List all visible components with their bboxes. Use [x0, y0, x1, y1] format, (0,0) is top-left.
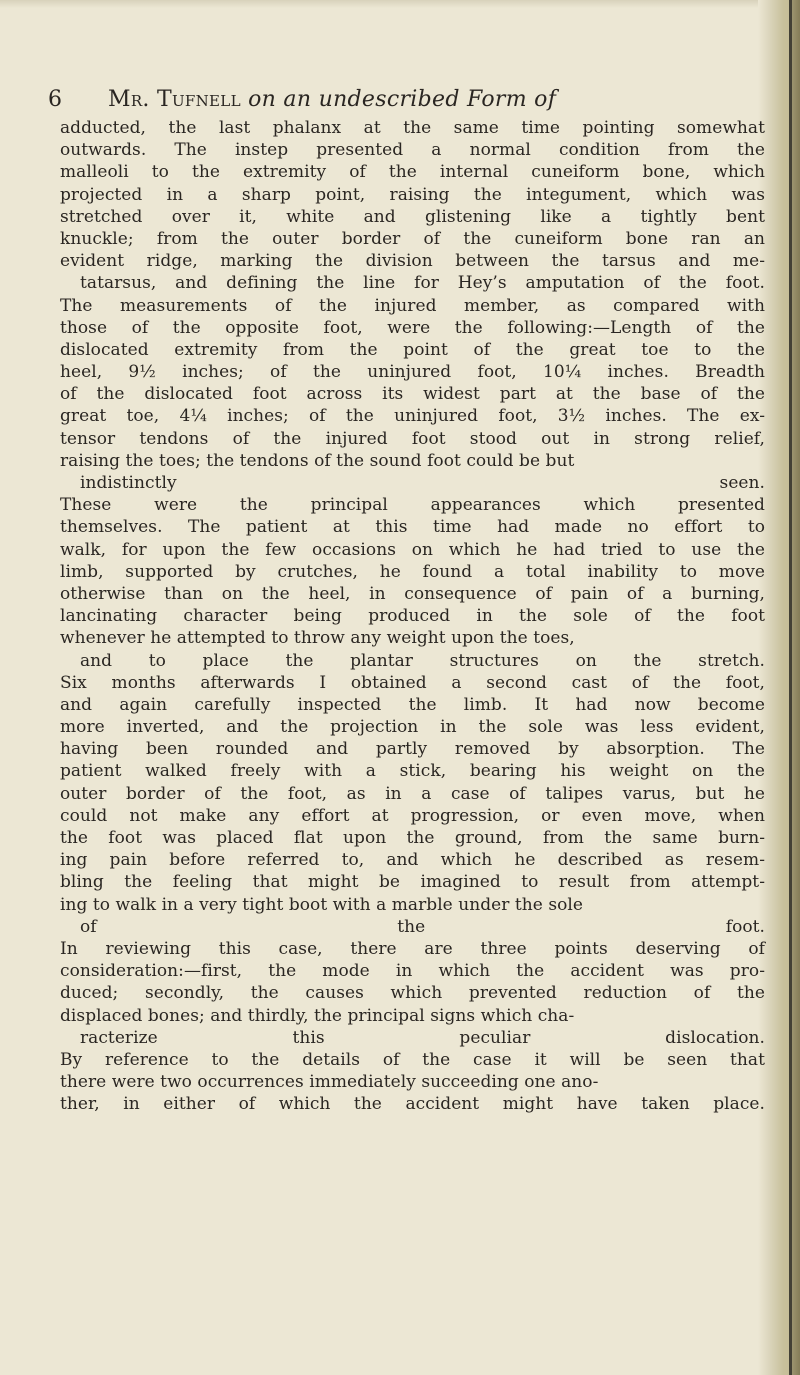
book-spine-edge: [792, 0, 800, 1375]
text-line: more inverted, and the projection in the sole was less evident,: [60, 717, 765, 738]
text-line: outer border of the foot, as in a case of talipes varus, but he: [60, 783, 765, 804]
text-line: outwards. The instep presented a normal condition from the: [60, 140, 765, 161]
text-line: tensor tendons of the injured foot stood out in strong relief,: [60, 428, 765, 449]
text-line: raising the toes; the tendons of the sound foot could be but: [60, 450, 575, 471]
body-text: [60, 117, 765, 1115]
text-line: patient walked freely with a stick, bearing his weight on the: [60, 761, 765, 782]
text-line: The measurements of the injured member, as compared with: [60, 295, 765, 316]
text-line: Six months afterwards I obtained a second cast of the foot,: [60, 672, 765, 693]
text-line: racterize this peculiar dislocation.: [80, 1027, 765, 1048]
text-line: walk, for upon the few occasions on which he had tried to use the: [60, 539, 765, 560]
text-line: of the dislocated foot across its widest part at the base of the: [60, 384, 765, 405]
text-line: adducted, the last phalanx at the same time pointing somewhat: [60, 118, 765, 138]
text-line: otherwise than on the heel, in consequence of pain of a burning,: [60, 583, 765, 604]
text-line: In reviewing this case, there are three points deserving of: [60, 938, 765, 959]
text-line: By reference to the details of the case it will be seen that: [60, 1049, 765, 1070]
text-line: These were the principal appearances which presented: [60, 495, 765, 516]
text-line: ther, in either of which the accident might have taken place.: [60, 1094, 765, 1115]
text-line: those of the opposite foot, were the following:—Length of the: [60, 317, 765, 338]
text-line: duced; secondly, the causes which prevented reduction of the: [60, 983, 765, 1004]
text-line: of the foot.: [80, 916, 765, 937]
text-line: ing to walk in a very tight boot with a marble under the sole: [60, 894, 584, 915]
running-title: [108, 83, 556, 117]
text-line: bling the feeling that might be imagined to result from attempt-: [60, 872, 765, 893]
text-line: tatarsus, and defining the line for Hey’s amputation of the foot.: [80, 273, 765, 294]
text-line: and again carefully inspected the limb. It had now become: [60, 694, 765, 715]
text-line: and to place the plantar structures on the stretch.: [80, 650, 765, 671]
page-top-edge: [0, 0, 800, 8]
text-line: consideration:—first, the mode in which the accident was pro-: [60, 961, 765, 982]
running-title-subject: on an undescribed Form of: [240, 87, 557, 112]
running-title-author: Mr. Tufnell: [108, 87, 241, 112]
text-line: lancinating character being produced in the sole of the foot: [60, 606, 765, 627]
text-line: displaced bones; and thirdly, the principal signs which cha-: [60, 1005, 575, 1026]
text-line: could not make any effort at progression, or even move, when: [60, 805, 765, 826]
text-line: knuckle; from the outer border of the cuneiform bone ran an: [60, 228, 765, 249]
text-line: heel, 9½ inches; of the uninjured foot, 10¼ inches. Breadth: [60, 362, 765, 383]
page-number: 6: [48, 87, 62, 112]
text-line: projected in a sharp point, raising the integument, which was: [60, 184, 765, 205]
text-line: having been rounded and partly removed by absorption. The: [60, 739, 765, 760]
text-line: stretched over it, white and glistening like a tightly bent: [60, 206, 765, 227]
text-line: themselves. The patient at this time had made no effort to: [60, 517, 765, 538]
text-line: ing pain before referred to, and which he described as resem-: [60, 850, 765, 871]
text-line: malleoli to the extremity of the internal cuneiform bone, which: [60, 162, 765, 183]
text-line: there were two occurrences immediately succeeding one ano-: [60, 1072, 599, 1093]
running-header: [48, 83, 748, 117]
text-line: indistinctly seen.: [80, 473, 765, 493]
text-line: dislocated extremity from the point of the great toe to the: [60, 339, 765, 360]
text-line: whenever he attempted to throw any weight upon the toes,: [60, 628, 575, 649]
text-line: great toe, 4¼ inches; of the uninjured foot, 3½ inches. The ex-: [60, 406, 765, 427]
text-line: limb, supported by crutches, he found a total inability to move: [60, 561, 765, 582]
text-line: the foot was placed flat upon the ground, from the same burn-: [60, 828, 765, 848]
text-line: evident ridge, marking the division between the tarsus and me-: [60, 251, 765, 272]
